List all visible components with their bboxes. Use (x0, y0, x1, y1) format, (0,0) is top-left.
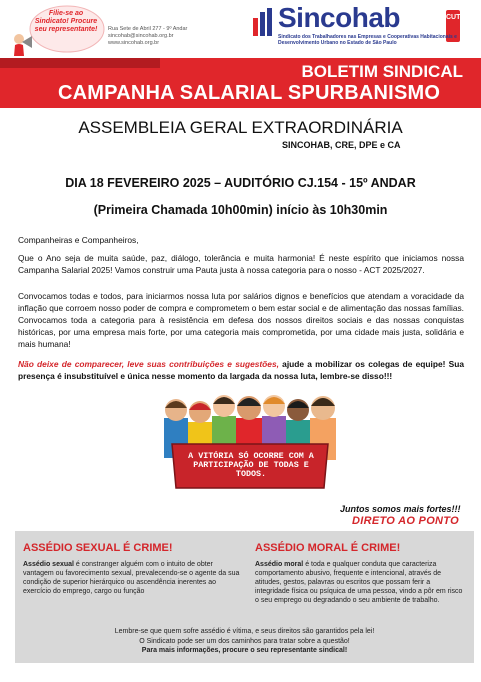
website-line: www.sincohab.org.br (108, 40, 160, 46)
assembly-title: ASSEMBLEIA GERAL EXTRAORDINÁRIA (78, 118, 403, 137)
cut-tag-text: CUT (446, 14, 461, 21)
header (0, 0, 481, 62)
moral-harassment-title: ASSÉDIO MORAL É CRIME! (255, 542, 401, 554)
campaign-title: CAMPANHA SALARIAL SPURBANISMO 2025 (58, 82, 441, 127)
title-banner (0, 58, 481, 127)
protest-illustration (162, 388, 338, 500)
banner-strip (0, 58, 160, 68)
appeal-rest: ajude a mobilizar os colegas de equipe! Sua presença é insubstituível e única nesse momento da largada da nossa luta, lembre-se disso!!! (18, 359, 464, 381)
logo-name: Sincohab (278, 2, 401, 33)
appeal-emphasis: Não deixe de comparecer, leve suas contribuições e sugestões, (18, 359, 279, 369)
footer-line-1: Lembre-se que quem sofre assédio é vítima, e seus direitos são garantidos pela lei! (114, 628, 375, 635)
sexual-harassment-lead: Assédio sexual (23, 561, 74, 568)
megaphone-icon (10, 30, 36, 56)
logo-subtitle: Sindicato dos Trabalhadores nas Empresas e Cooperativas Habitacionais e Desenvolvimento Urbano no Estado de São Paulo (278, 34, 457, 46)
building-logo-icon (252, 8, 274, 36)
together-slogan: Juntos somos mais fortes!!! (340, 504, 461, 514)
date-line: DIA 18 FEVEREIRO 2025 – AUDITÓRIO CJ.154 - 15º ANDAR (65, 176, 416, 190)
email-line: sincohab@sincohab.org.br (108, 33, 174, 39)
sexual-harassment-body: é constranger alguém com o intuito de obter vantagem ou favorecimento sexual, prevalecendo-se o agente da sua condição de superior hierárquico ou ascendência inerentes ao exercício do emprego, cargo ou função (23, 561, 240, 595)
sexual-harassment-text (23, 560, 241, 596)
direto-ao-ponto: DIRETO AO PONTO (352, 515, 459, 527)
bulletin-title: BOLETIM SINDICAL (301, 62, 463, 81)
paragraph-call: Convocamos todas e todos, para iniciarmos nossa luta por salários dignos e benefícios que atendam a voracidade da inflação que corroem nosso poder de compra e comprometem o bem estar social e de alimentação das nossas famílias. Convocamos toda a categoria para à resistência em defesa dos nossos direitos sociais e das nossas conquistas históricas, por uma empresa mais forte, por uma categoria mais comprometida, por uma cidade mais justa, solidária e mais humana! (18, 291, 464, 349)
footer-line-3: Para mais informações, procure o seu representante sindical! (141, 647, 348, 654)
address-block (108, 26, 187, 47)
footer-line-2: O Sindicato pode ser um dos caminhos para tratar sobre a questão! (139, 637, 350, 645)
address-line: Rua Sete de Abril 277 - 9º Andar (108, 26, 188, 32)
box-footer (15, 627, 474, 656)
assembly-subtitle: SINCOHAB, CRE, DPE e CA (282, 140, 401, 150)
harassment-box (15, 531, 474, 663)
sexual-harassment-title: ASSÉDIO SEXUAL É CRIME! (23, 542, 173, 554)
moral-harassment-body: é toda e qualquer conduta que caracteriza comportamento abusivo, frequente e intencional, através de atitudes, gestos, palavras ou escritos que possam ferir a integridade física ou psíquica de uma pessoa, vindo a pôr em risco o seu emprego ou degradando o seu ambiente de trabalho. (255, 561, 463, 604)
protest-sign-text: A VITÓRIA SÓ OCORRE COM A PARTICIPAÇÃO DE TODAS E TODOS. (188, 451, 314, 479)
paragraph-intro: Que o Ano seja de muita saúde, paz, diálogo, tolerância e muita harmonia! É neste espírito que iniciamos nossa Campanha Salarial 2025! Vamos construir uma Pauta justa à nossa categoria para o nosso - ACT 2025/2027. (18, 253, 464, 275)
greeting: Companheiras e Companheiros, (18, 235, 139, 245)
call-line: (Primeira Chamada 10h00min) início às 10h30min (93, 203, 388, 217)
paragraph-appeal (18, 358, 464, 382)
moral-harassment-lead: Assédio moral (255, 561, 304, 568)
promo-text: Filie-se ao Sindicato! Procure seu representante! (34, 10, 98, 33)
moral-harassment-text (255, 560, 465, 605)
